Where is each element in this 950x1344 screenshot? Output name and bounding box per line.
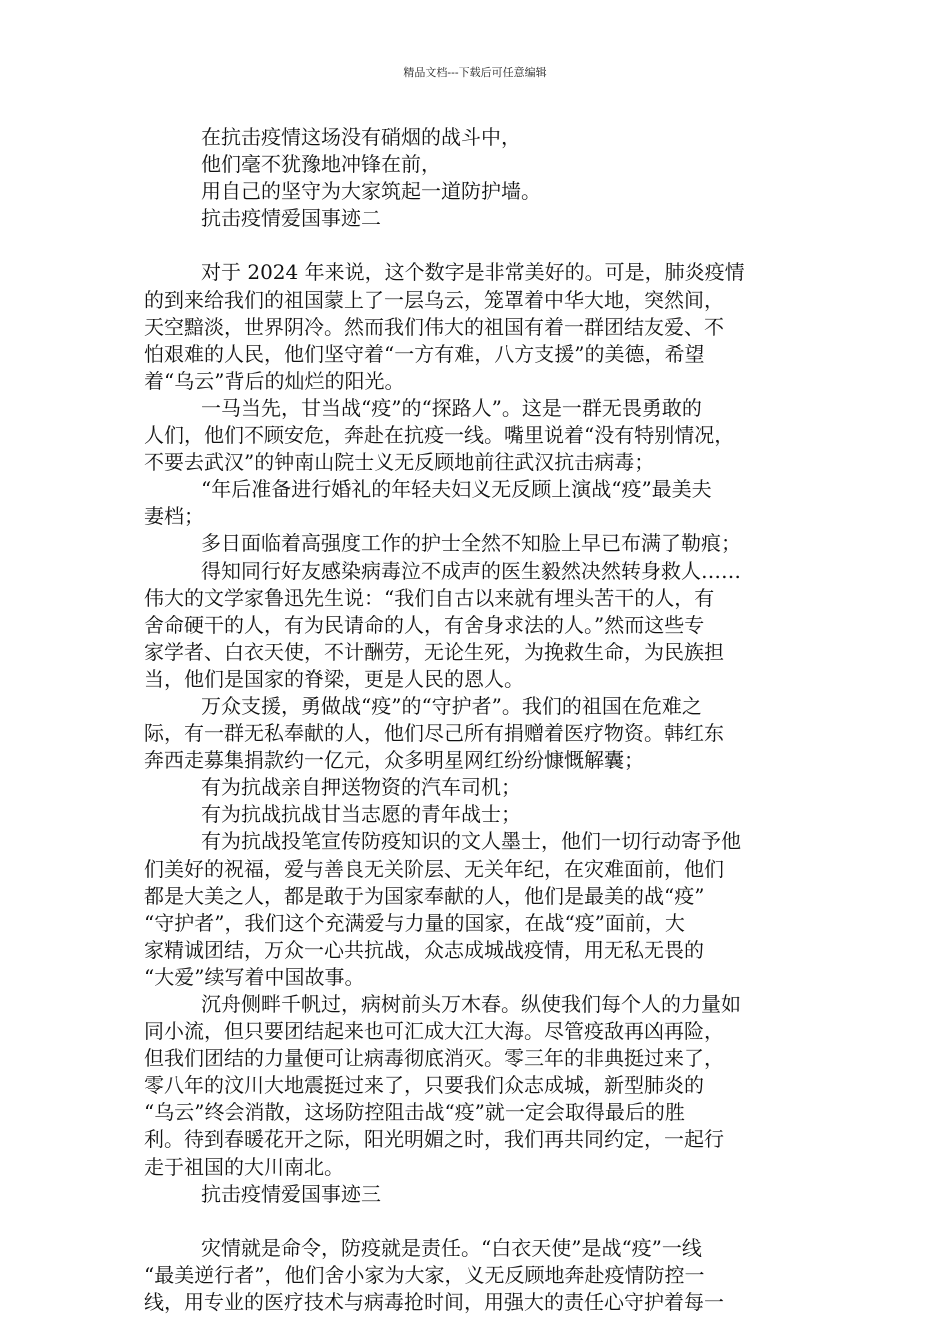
paragraph-p10: [144, 991, 814, 1181]
text-line: “年后准备进行婚礼的年轻夫妇义无反顾上演战“疫”最美夫: [201, 477, 712, 502]
text-line: 灾情就是命令，防疫就是责任。“白衣天使”是战“疫”一线: [201, 1235, 702, 1260]
paragraph-p9: [144, 828, 814, 991]
blank-line: [144, 1208, 814, 1235]
paragraph-p1: [144, 259, 814, 394]
text-line: 零八年的汶川大地震挺过来了，只要我们众志成城，新型肺炎的: [144, 1073, 704, 1098]
text-line: 怕艰难的人民，他们坚守着“一方有难，八方支援”的美德，希望: [144, 341, 705, 366]
paragraph-p3: [144, 476, 814, 530]
text-line: 都是大美之人，都是敢于为国家奉献的人，他们是最美的战“疫”: [144, 883, 705, 908]
text-line: 在抗击疫情这场没有硝烟的战斗中，: [201, 125, 521, 149]
text-line: 人们，他们不顾安危，奔赴在抗疫一线。嘴里说着“没有特别情况，: [144, 423, 735, 448]
text-line: 线，用专业的医疗技术与病毒抢时间，用强大的责任心守护着每一: [144, 1290, 724, 1315]
text-line: 万众支援，勇做战“疫”的“守护者”。我们的祖国在危难之: [201, 693, 702, 718]
text-line: 伟大的文学家鲁迅先生说：“我们自古以来就有埋头苦干的人，有: [144, 585, 715, 610]
paragraph-p6: [144, 693, 814, 774]
text-line: 用自己的坚守为大家筑起一道防护墙。: [201, 179, 541, 204]
text-line: 但我们团结的力量便可让病毒彻底消灭。零三年的非典挺过来了，: [144, 1046, 724, 1071]
document-body: [144, 124, 814, 1316]
text-line: 有为抗战抗战甘当志愿的青年战士；: [201, 802, 521, 827]
text-line: 得知同行好友感染病毒泣不成声的医生毅然决然转身救人……: [201, 558, 741, 583]
text-line: 沉舟侧畔千帆过，病树前头万木春。纵使我们每个人的力量如: [201, 992, 741, 1016]
paragraph-p8: [144, 801, 814, 828]
paragraph-p11: [144, 1235, 814, 1316]
text-line: 着“乌云”背后的灿烂的阳光。: [144, 368, 405, 393]
text-line: 他们毫不犹豫地冲锋在前，: [201, 152, 441, 177]
text-line: “守护者”，我们这个充满爱与力量的国家，在战“疫”面前，大: [144, 910, 685, 935]
text-line: 不要去武汉”的钟南山院士义无反顾地前往武汉抗击病毒；: [144, 450, 655, 475]
text-line: 同小流，但只要团结起来也可汇成大江大海。尽管疫敌再凶再险，: [144, 1019, 724, 1044]
text-line: 天空黯淡，世界阴冷。然而我们伟大的祖国有着一群团结友爱、不: [144, 314, 724, 339]
text-line: “最美逆行者”，他们舍小家为大家，义无反顾地奔赴疫情防控一: [144, 1262, 705, 1287]
text-line: 当，他们是国家的脊梁，更是人民的恩人。: [144, 666, 524, 691]
text-line: 奔西走募集捐款约一亿元，众多明星网红纷纷慷慨解囊；: [144, 748, 644, 773]
paragraph-p5: [144, 558, 814, 693]
text-line: “乌云”终会消散，这场防控阻击战“疫”就一定会取得最后的胜: [144, 1100, 685, 1125]
text-line: 有为抗战投笔宣传防疫知识的文人墨士，他们一切行动寄予他: [201, 829, 741, 854]
text-line: 妻档；: [144, 504, 204, 529]
text-line: 一马当先，甘当战“疫”的“探路人”。这是一群无畏勇敢的: [201, 395, 702, 420]
text-line: 抗击疫情爱国事迹三: [201, 1181, 381, 1206]
text-line: 际，有一群无私奉献的人，他们尽己所有捐赠着医疗物资。韩红东: [144, 721, 724, 746]
text-line: 对于 2024 年来说，这个数字是非常美好的。可是，肺炎疫情: [201, 260, 745, 285]
blank-line: [144, 232, 814, 259]
text-line: 家精诚团结，万众一心共抗战，众志成城战疫情，用无私无畏的: [144, 937, 704, 962]
paragraph-p7: [144, 774, 814, 801]
text-line: 抗击疫情爱国事迹二: [201, 206, 381, 231]
paragraph-intro: [144, 124, 814, 232]
text-line: 走于祖国的大川南北。: [144, 1154, 344, 1179]
text-line: 有为抗战亲自押送物资的汽车司机；: [201, 775, 521, 800]
paragraph-p4: [144, 530, 814, 557]
paragraph-p2: [144, 395, 814, 476]
page-header: 精品文档---下载后可任意编辑: [403, 66, 547, 79]
text-line: 利。待到春暖花开之际，阳光明媚之时，我们再共同约定，一起行: [144, 1127, 724, 1152]
text-line: 舍命硬干的人，有为民请命的人，有舍身求法的人。”然而这些专: [144, 612, 705, 637]
text-line: “大爱”续写着中国故事。: [144, 964, 365, 989]
text-line: 们美好的祝福，爱与善良无关阶层、无关年纪，在灾难面前，他们: [144, 856, 724, 881]
text-line: 家学者、白衣天使，不计酬劳，无论生死，为挽救生命，为民族担: [144, 639, 724, 664]
text-line: 的到来给我们的祖国蒙上了一层乌云，笼罩着中华大地，突然间，: [144, 287, 724, 312]
paragraph-h3: [144, 1181, 814, 1208]
text-line: 多日面临着高强度工作的护士全然不知脸上早已布满了勒痕；: [201, 531, 741, 556]
